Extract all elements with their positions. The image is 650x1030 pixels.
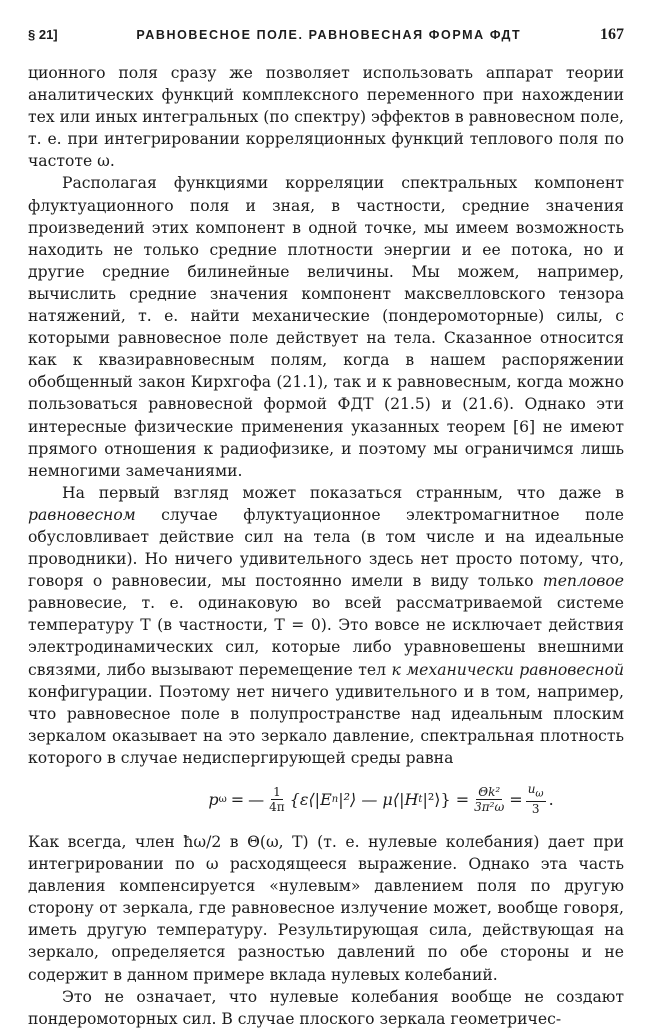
paragraph-3 [28,482,624,769]
emphasis-mekhanicheski-ravnovesnoy: к механически равновесной [391,660,625,679]
formula-body: {ε⟨|E [289,789,332,809]
fraction-2-denominator: 3π²ω [474,799,505,814]
formula-dot: . [548,789,554,809]
page-number: 167 [599,26,624,43]
paragraph-3-text-2: случае флуктуационное электромагнитное поле обусловливает действие сил на тела (в том числе и на идеальные проводники). Но ничего удивительного здесь нет просто потому, что, говоря о равновесии, мы постоянно имели в виду только [28,505,624,591]
fraction-3-numerator-sub: ω [535,788,544,800]
formula-eq-2: = [509,789,523,809]
running-header [28,26,624,44]
formula-lhs-sub: ω [218,793,227,805]
running-title: РАВНОВЕСНОЕ ПОЛЕ. РАВНОВЕСНАЯ ФОРМА ФДТ [136,28,522,42]
fraction-3-denominator: 3 [531,802,540,817]
paragraph-2: Располагая функциями корреляции спектральных компонент флуктуационного поля и зная, в частности, средние значения произведений этих компонент в одной точке, мы имеем возможность находить не только средние плотности энергии и ее потока, но и другие средние билинейные величины. Мы можем, например, вычислить средние значения компонент максвелловского тензора натяжений, т. е. найти механические (пондеромоторные) силы, с которыми равновесное поле действует на тела. Сказанное относится как к квазиравновесным полям, когда в нашем распоряжении обобщенный закон Кирхгофа (21.1), так и к равновесным, когда можно пользоваться равновесной формой ФДТ (21.5) и (21.6). Однако эти интересные физические применения указанных теорем [6] не имеют прямого отношения к радиофизике, и поэтому мы ограничимся лишь немногими замечаниями. [28,174,624,480]
formula-minus: — [248,789,265,809]
formula-fraction-3 [526,782,546,816]
formula-lhs: p [208,789,219,809]
formula-body-sub-t: t [418,793,423,805]
formula-fraction-1 [267,785,287,814]
fraction-3-numerator [526,782,546,802]
fraction-2-numerator: Θk² [478,784,501,799]
emphasis-ravnovesnom: равновесном [28,505,136,524]
formula-fraction-2 [472,785,506,814]
paragraph-4: Как всегда, член ħω/2 в Θ(ω, T) (т. е. нулевые колебания) дает при интегрировании по ω расходящееся выражение. Однако эта часть давления компенсируется «нулевым» давлением поля по другую сторону от зеркала, где равновесное излучение может, вообще говоря, иметь другую температуру. Результирующая сила, действующая на зеркало, определяется разностью давлений по обе стороны и не содержит в данном примере вклада нулевых колебаний. [28,833,624,984]
formula-body-sub-n: n [331,793,339,805]
emphasis-teplovoe: тепловое [542,572,624,591]
paragraph-3-text-1: На первый взгляд может показаться странным, что даже в [62,483,624,502]
formula-body-tail: |²⟩} = [422,789,470,809]
paragraph-1: ционного поля сразу же позволяет использовать аппарат теории аналитических функций комплексного переменного при нахождении тех или иных интегральных (по спектру) эффектов в равновесном поле, т. е. при интегрировании корреляционных функций теплового поля по частоте ω. [28,64,624,171]
paragraph-5: Это не означает, что нулевые колебания вообще не создают пондеромоторных сил. В случае плоского зеркала геометричес- [28,987,624,1028]
paragraph-3-text-3: равновесие, т. е. одинаковую во всей рассматриваемой системе температуру T (в частности, T = 0). Это вовсе не исключает действия электродинамических сил, которые либо уравновешены внешними связями, либо вызывают перемещение тел [28,594,624,679]
pressure-formula [28,779,624,819]
book-page [28,26,624,1030]
paragraph-3-text-4: конфигурации. Поэтому нет ничего удивительного и в том, например, что равновесное поле в полупространстве над идеальным плоским зеркалом оказывает на это зеркало давление, спектральная плотность которого в случае недиспергирующей среды равна [28,682,624,767]
fraction-3-numerator-u: u [527,781,536,796]
fraction-1-numerator: 1 [273,784,281,799]
formula-eq: = [230,789,245,809]
fraction-1-denominator: 4π [269,799,285,814]
formula-body-middle: |²⟩ — μ⟨|H [338,789,419,809]
section-marker: § 21] [28,27,58,42]
